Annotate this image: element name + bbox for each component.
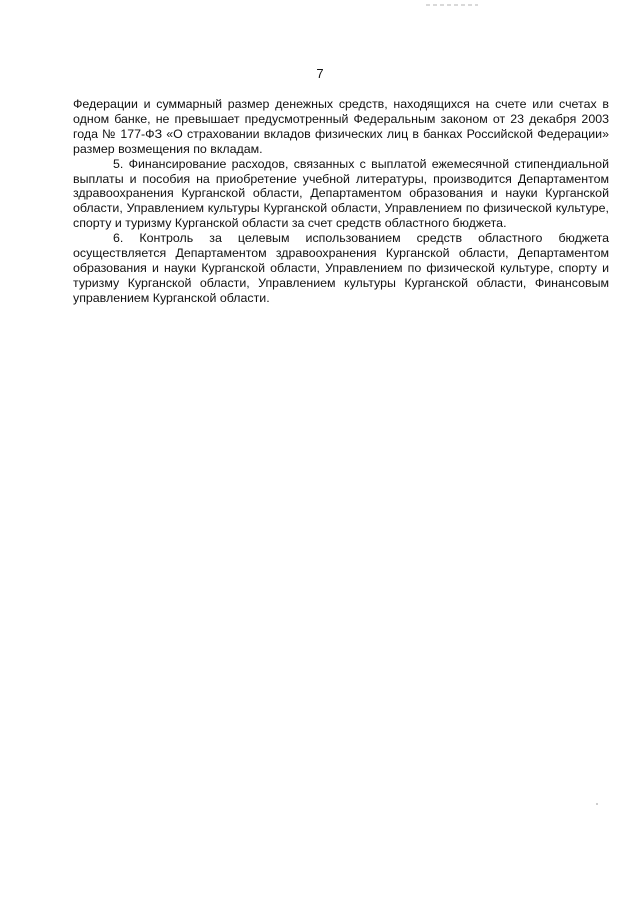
- scan-artifact: [596, 803, 598, 805]
- page-number: 7: [316, 66, 324, 81]
- paragraph-financing: 5. Финансирование расходов, связанных с выплатой ежемесячной стипендиальной выплаты и пособия на приобретение учебной литературы, производится Департаментом здравоохранения Курганской области, Департаментом образования и науки Курганской области, Управлением культуры Курганской области, Управлением по физической культуре, спорту и туризму Курганской области за счет средств областного бюджета.: [73, 156, 609, 231]
- scan-artifact: [426, 4, 478, 6]
- document-body: [73, 97, 609, 306]
- paragraph-continuation: Федерации и суммарный размер денежных средств, находящихся на счете или счетах в одном банке, не превышает предусмотренный Федеральным законом от 23 декабря 2003 года № 177-ФЗ «О страховании вкладов физических лиц в банках Российской Федерации» размер возмещения по вкладам.: [73, 97, 609, 156]
- paragraph-control: 6. Контроль за целевым использованием средств областного бюджета осуществляется Департаментом здравоохранения Курганской области, Департаментом образования и науки Курганской области, Управлением по физической культуре, спорту и туризму Курганской области, Управлением культуры Курганской области, Финансовым управлением Курганской области.: [73, 231, 609, 305]
